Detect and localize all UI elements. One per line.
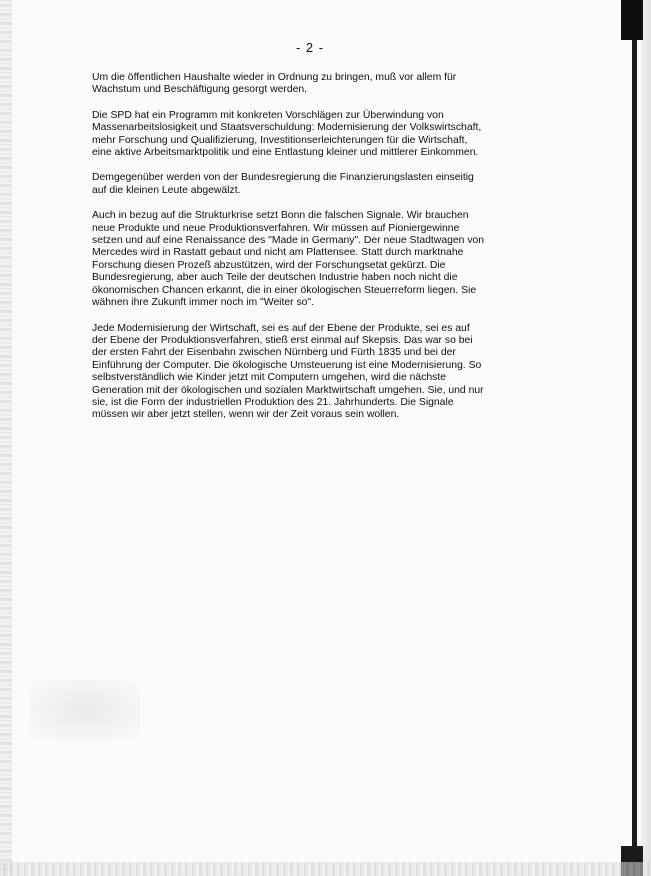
text-line: neue Produkte und neue Produktionsverfahren. Wir müssen auf Pioniergewinne <box>92 222 460 234</box>
text-line: sie, ist die Form der industriellen Produktion des 21. Jahrhunderts. Die Signale <box>92 396 454 408</box>
paragraph-4 <box>92 210 522 309</box>
text-line: Mercedes wird in Rastatt gebaut und nicht am Plattensee. Statt durch marktnahe <box>92 247 464 259</box>
scan-edge-right <box>621 0 651 876</box>
scan-edge-shadow <box>641 0 651 876</box>
text-line: Die SPD hat ein Programm mit konkreten Vorschlägen zur Überwindung von <box>92 109 444 121</box>
text-line: Bundesregierung, aber auch Teile der deutschen Industrie haben noch nicht die <box>92 272 458 284</box>
text-line: wähnen ihre Zukunft immer noch im "Weiter so". <box>92 297 315 309</box>
text-line: Einführung der Computer. Die ökologische Umsteuerung ist eine Modernisierung. So <box>92 359 482 371</box>
text-line: Auch in bezug auf die Strukturkrise setzt Bonn die falschen Signale. Wir brauchen <box>92 210 469 222</box>
document-body <box>92 72 522 435</box>
text-line: der ersten Fahrt der Eisenbahn zwischen Nürnberg und Fürth 1835 und bei der <box>92 347 456 359</box>
paragraph-5 <box>92 323 522 422</box>
text-line: ökonomischen Chancen erkannt, die in einer ökologischen Steuerreform liegen. Sie <box>92 284 477 296</box>
scan-edge-bar <box>632 0 637 876</box>
scan-edge-left <box>0 0 12 876</box>
text-line: setzen und auf eine Renaissance des "Made in Germany". Der neue Stadtwagen von <box>92 235 485 247</box>
text-line: Jede Modernisierung der Wirtschaft, sei es auf der Ebene der Produkte, sei es auf <box>92 322 470 334</box>
text-line: mehr Forschung und Qualifizierung, Investitionserleichterungen für die Wirtschaft, <box>92 134 468 146</box>
text-line: müssen wir aber jetzt stellen, wenn wir der Zeit voraus sein wollen. <box>92 409 400 421</box>
text-line: Um die öffentlichen Haushalte wieder in Ordnung zu bringen, muß vor allem für <box>92 72 457 83</box>
paragraph-1 <box>92 72 522 97</box>
text-line: der Ebene der Produktionsverfahren, stieß erst einmal auf Skepsis. Das war so bei <box>92 334 473 346</box>
scan-edge-bottom <box>0 862 651 876</box>
page-number: - 2 - <box>295 40 325 55</box>
text-line: Demgegenüber werden von der Bundesregierung die Finanzierungslasten einseitig <box>92 172 474 184</box>
scan-smudge <box>30 680 140 740</box>
text-line: selbstverständlich wie Kinder jetzt mit Computern umgehen, wird die nächste <box>92 372 447 384</box>
paragraph-3 <box>92 172 522 197</box>
text-line: Forschung diesen Prozeß abzustützen, wird der Forschungsetat gekürzt. Die <box>92 259 446 271</box>
text-line: auf die kleinen Leute abgewälzt. <box>92 184 241 196</box>
text-line: eine aktive Arbeitsmarktpolitik und eine Entlastung kleiner und mittlerer Einkommen. <box>92 147 479 159</box>
paragraph-2 <box>92 110 522 160</box>
text-line: Massenarbeitslosigkeit und Staatsverschuldung: Modernisierung der Volkswirtschaft, <box>92 122 482 134</box>
text-line: Wachstum und Beschäftigung gesorgt werden. <box>92 84 308 96</box>
scan-edge-top-mark <box>621 0 643 40</box>
text-line: Generation mit der ökologischen und sozialen Marktwirtschaft umgehen. Sie, und nur <box>92 384 484 396</box>
